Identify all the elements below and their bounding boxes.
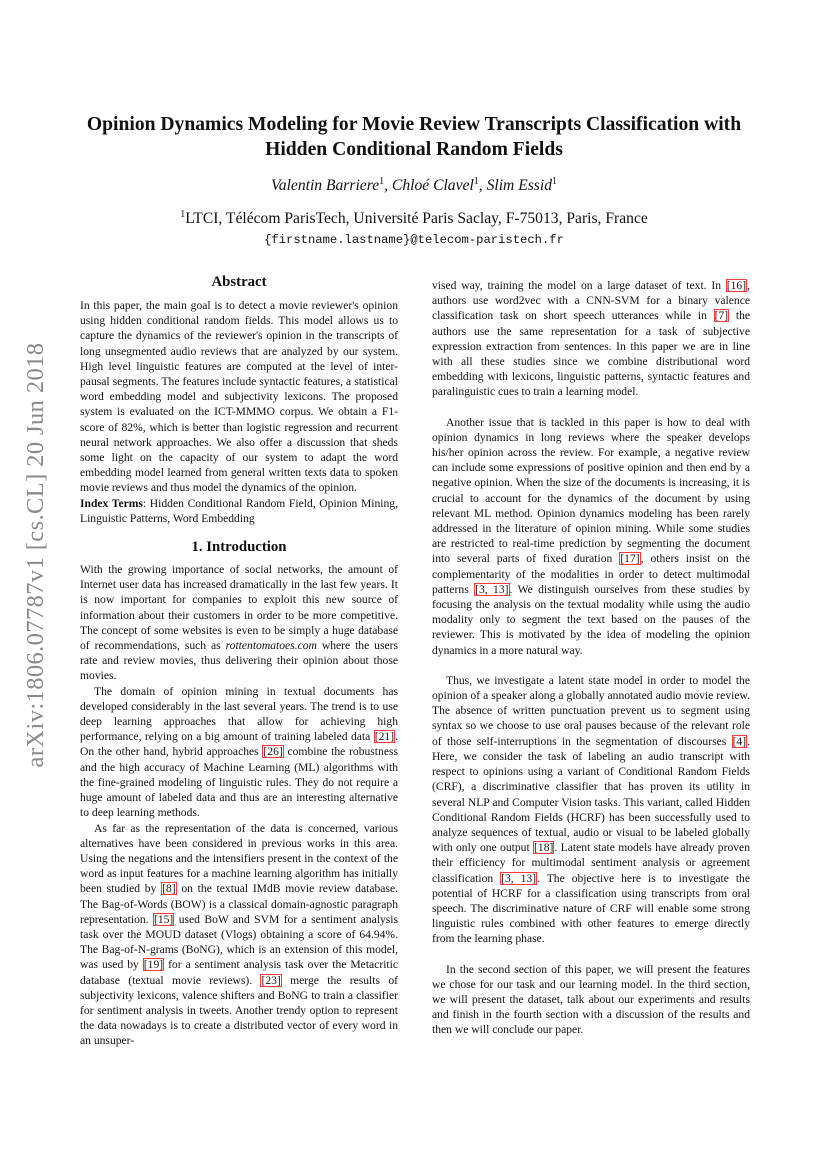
body-paragraph bbox=[432, 673, 750, 947]
citation-link[interactable]: [18] bbox=[534, 841, 554, 855]
paragraph-text: for a sentiment analysis task over the Metacritic database (textual movie reviews). bbox=[80, 958, 399, 987]
abstract-heading: Abstract bbox=[211, 274, 267, 290]
affiliation-text: LTCI, Télécom ParisTech, Université Paris Saclay, F-75013, Paris, France bbox=[185, 210, 648, 227]
author-separator: , bbox=[384, 177, 392, 194]
paragraph-text: The domain of opinion mining in textual documents has developed considerably in the last several years. The trend is to use deep learning approaches that allow for achieving high performance, relying on a big amount of training labeled data bbox=[80, 684, 398, 744]
paragraph-text: used BoW and SVM for a sentiment analysis task over the MOUD dataset (Vlogs) obtaining a score of 64.94%. The Bag-of-N-grams (BoNG), which is an extension of this model, was used by bbox=[80, 912, 398, 972]
paragraph-text: With the growing importance of social networks, the amount of Internet user data has increased dramatically in the last few years. It is now important for companies to exploit this new source of information about their customers in order to be more competitive. The concept of some websites is even to be simply a huge database of recommendations, such as bbox=[80, 563, 398, 653]
citation-link[interactable]: [15] bbox=[153, 912, 174, 926]
contact-email: {firstname.lastname}@telecom-paristech.fr bbox=[264, 233, 564, 247]
paragraph-text: . On the other hand, hybrid approaches bbox=[80, 730, 398, 759]
right-column bbox=[432, 278, 750, 1038]
citation-link[interactable]: [16] bbox=[726, 279, 747, 292]
paragraph-text: merge the results of subjectivity lexicons, valence shifters and BoNG to train a classifier for sentiment analysis in tweets. Another trendy option to represent the data nowadays is to create a distributed vector of every word in an unsuper- bbox=[80, 973, 398, 1048]
paragraph-text: . Latent state models have already proven their efficiency for multimodal sentiment analysis or agreement classification bbox=[432, 841, 750, 885]
intro-paragraph bbox=[80, 562, 398, 684]
author-separator: , bbox=[478, 177, 487, 194]
affiliation bbox=[60, 209, 768, 228]
abstract-text: In this paper, the main goal is to detect a movie reviewer's opinion using hidden conditional random fields. This model allows us to capture the dynamics of the reviewer's opinion in the transcripts of long unsegmented audio reviews that are analyzed by our system. High level linguistic features are computed at the level of inter-pausal segments. The features include syntactic features, a statistical word embedding model and subjectivity lexicons. The proposed system is evaluated on the ICT-MMMO corpus. We obtain a F1-score of 82%, which is better than logistic regression and recurrent neural network approaches. We also offer a discussion that sheds some light on the capacity of our system to adapt the word embedding model learned from general written texts data to spoken movie reviews and thus model the dynamics of the opinion. bbox=[80, 299, 398, 495]
affiliation-marker: 1 bbox=[180, 209, 186, 220]
author-name: Valentin Barriere bbox=[270, 177, 380, 194]
paper-title: Opinion Dynamics Modeling for Movie Review Transcripts Classification with Hidden Conditional Random Fields bbox=[86, 114, 742, 160]
left-column bbox=[80, 273, 398, 1049]
paragraph-text: the authors use the same representation for a task of subjective expression extraction from sentences. In this paper we are in line with all these studies since we combine distributional word embedding with lexicons, linguistic patterns, syntactic features and paralinguistic cues to train a learning model. bbox=[432, 309, 751, 399]
arxiv-identifier-stamp: arXiv:1806.07787v1 [cs.CL] 20 Jun 2018 bbox=[22, 342, 49, 768]
citation-link[interactable]: [26] bbox=[263, 745, 283, 759]
paragraph-text: . The objective here is to investigate the potential of HCRF for a classification using transcripts from oral speech. The discriminative nature of CRF will enable some strong linguistic rules combined with other features to emerge directly from the learning phase. bbox=[432, 871, 750, 946]
paragraph-text: combine the robustness and the high accuracy of Machine Learning (ML) algorithms with the fine-grained modeling of linguistic rules. They do not require a huge amount of labeled data and thus are an interesting alternative to deep learning methods. bbox=[80, 745, 398, 820]
body-paragraph bbox=[432, 278, 750, 400]
citation-link[interactable]: [17] bbox=[620, 552, 640, 566]
paragraph-text: . Here, we consider the task of labeling an audio transcript with respect to opinions using a variant of Conditional Random Fields (CRF), a discriminative classifier that has proven its utility in several NLP and Computer Vision tasks. This variant, called Hidden Conditional Random Fields (HCRF) has been successfully used to analyze sequences of textual, audio or visual to be labeled globally with only one output bbox=[432, 734, 750, 855]
citation-link[interactable]: [19] bbox=[143, 958, 164, 972]
introduction-heading: 1. Introduction bbox=[191, 539, 287, 556]
citation-link[interactable]: [7] bbox=[714, 309, 729, 323]
citation-link[interactable]: [8] bbox=[162, 882, 176, 896]
author-name: Slim Essid bbox=[486, 177, 552, 194]
citation-link[interactable]: [3, 13] bbox=[501, 871, 537, 885]
index-terms-list: : Hidden Conditional Random Field, Opinion Mining, Linguistic Patterns, Word Embedding bbox=[80, 496, 398, 525]
paragraph-text: on the textual IMdB movie review database. The Bag-of-Words (BOW) is a classical domain-agnostic paragraph representation. bbox=[80, 882, 398, 926]
affiliation-marker: 1 bbox=[473, 176, 479, 187]
paragraph-text: vised way, training the model on a large dataset of text. In bbox=[432, 279, 726, 292]
intro-paragraph bbox=[80, 821, 398, 1049]
body-paragraph bbox=[432, 415, 750, 658]
paragraph-text: Another issue that is tackled in this paper is how to deal with opinion dynamics in long reviews where the speaker develops his/her opinion across the review. For example, a negative review can include some expressions of positive opinion and then end by a negative opinion. When the size of the documents is increasing, it is crucial to account for the dynamics of the document by using relevant ML method. Opinion dynamics modeling has been rarely addressed in the literature of opinion mining. While some studies are restricted to real-time prediction by segmenting the document into several parts of fixed duration bbox=[432, 415, 750, 566]
index-terms-label: Index Terms bbox=[80, 496, 143, 510]
paragraph-text: , others insist on the complementarity of the modalities in order to detect multimodal patterns bbox=[432, 552, 750, 596]
citation-link[interactable]: [4] bbox=[732, 734, 747, 748]
body-paragraph: In the second section of this paper, we will present the features we chose for our task and our learning model. In the third section, we will present the dataset, talk about our experiments and results and finish in the fourth section with a discussion of the results and then we will conclude our paper. bbox=[432, 962, 750, 1037]
paragraph-text: , authors use word2vec with a CNN-SVM for a binary valence classification task on short speech utterances while in bbox=[432, 279, 750, 323]
paragraph-text: . We distinguish ourselves from these studies by focusing the analysis on the textual modality while using the audio modality only to segment the text based on the pauses of the reviewer. This is motivated by the idea of modeling the opinion dynamics in a more natural way. bbox=[432, 582, 750, 657]
citation-link[interactable]: [3, 13] bbox=[475, 582, 509, 596]
affiliation-marker: 1 bbox=[379, 176, 385, 187]
intro-paragraph bbox=[80, 684, 398, 821]
citation-link[interactable]: [23] bbox=[261, 973, 281, 987]
citation-link[interactable]: [21] bbox=[374, 730, 395, 744]
author-list bbox=[60, 176, 768, 195]
affiliation-marker: 1 bbox=[552, 176, 557, 187]
index-terms bbox=[80, 496, 398, 526]
website-name: rottentomatoes.com bbox=[225, 639, 317, 653]
paragraph-text: As far as the representation of the data is concerned, various alternatives have been considered in previous works in this area. Using the negations and the intensifiers present in the context of the word as input features for a machine learning algorithm has initially been studied by bbox=[80, 821, 398, 896]
paragraph-text: where the users rate and review movies, thus delivering their opinion about those movies. bbox=[80, 639, 398, 683]
paragraph-text: Thus, we investigate a latent state model in order to model the opinion of a speaker along a globally annotated audio movie review. The absence of written punctuation prevent us to segment using syntax so we choose to use oral pauses because of the relevant role of those self-interruptions in the segmentation of discourses bbox=[432, 673, 750, 748]
author-name: Chloé Clavel bbox=[391, 177, 474, 194]
